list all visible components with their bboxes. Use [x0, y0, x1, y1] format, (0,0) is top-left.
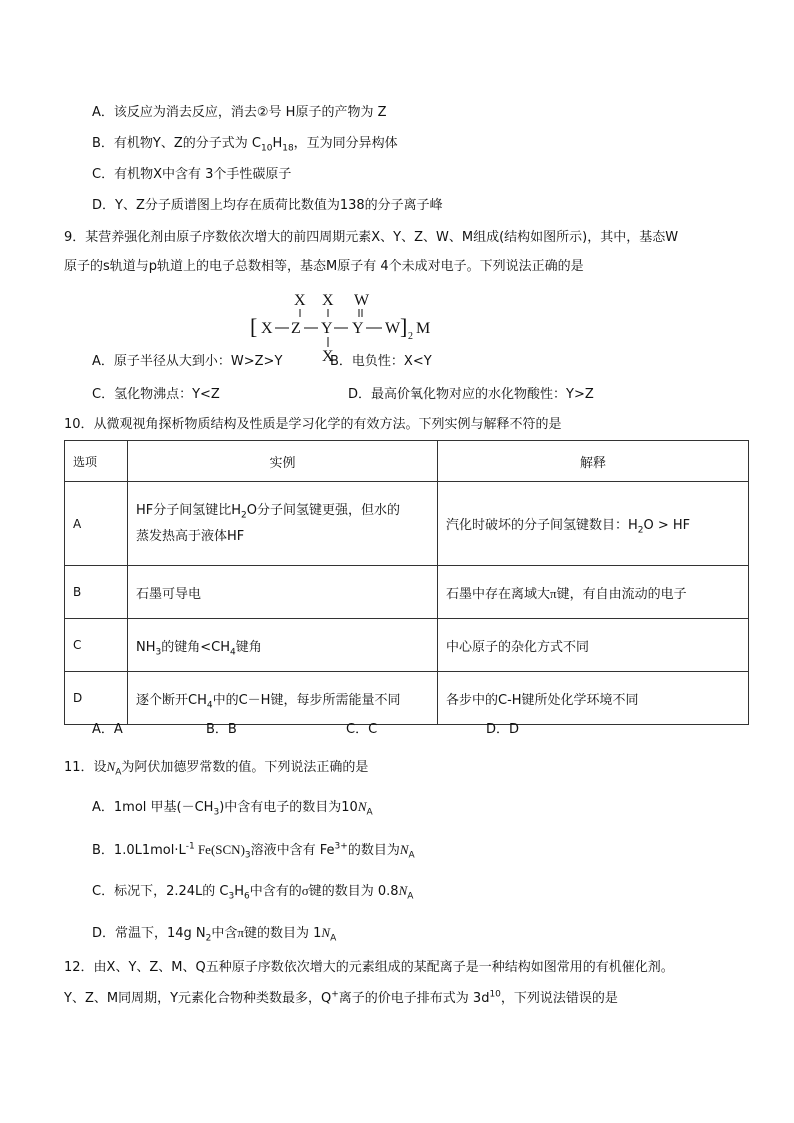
row-explanation: 各步中的C-H键所处化学环境不同	[438, 672, 749, 725]
struct-m: M	[416, 320, 431, 337]
struct-top-x2: X	[322, 292, 334, 309]
row-example: 石墨可导电	[128, 566, 438, 619]
struct-bottom-x: X	[322, 348, 334, 365]
header-option: 选项	[65, 441, 128, 482]
row-explanation: 汽化时破坏的分子间氢键数目：$H_2O$ > HF	[438, 482, 749, 566]
q8-option-c: C．有机物X中含有 3个手性碳原子	[92, 167, 292, 182]
header-example: 实例	[128, 441, 438, 482]
q10-table	[64, 440, 749, 725]
q9-option-a: A．原子半径从大到小：W>Z>Y	[92, 354, 283, 369]
row-example: $NH_3$的键角$<CH_4$键角	[128, 619, 438, 672]
row-example: HF分子间氢键比$H_2O$分子间氢键更强，但水的 蒸发热高于液体HF	[128, 482, 438, 566]
row-key: B	[65, 566, 128, 619]
struct-bracket-open: [	[250, 314, 258, 339]
table-row	[65, 672, 749, 725]
struct-top-w: W	[354, 292, 370, 309]
q12-stem-line1: 12．由X、Y、Z、M、Q五种原子序数依次增大的元素组成的某配离子是一种结构如图常用的有机催化剂。	[64, 960, 674, 975]
q8-option-d: D．Y、Z分子质谱图上均存在质荷比数值为138的分子离子峰	[92, 198, 443, 213]
row-explanation: 石墨中存在离域大π键，有自由流动的电子	[438, 566, 749, 619]
struct-subscript: 2	[408, 331, 413, 342]
q11-option-b: B．$1.0L1mol\cdot L^{-1}$ $Fe(SCN)_3$溶液中含有 $Fe^{3+}$的数目为$N_A$	[92, 841, 415, 861]
q11-option-d: D．常温下，14g $N_2$中含π键的数目为 $1N_A$	[92, 925, 337, 944]
q12-stem-line2: Y、Z、M同周期，Y元素化合物种类数最多，Q+离子的价电子排布式为 $3d^{10}$，下列说法错误的是	[64, 989, 618, 1006]
q9-stem-line2: 原子的s轨道与p轨道上的电子总数相等，基态M原子有 4个未成对电子。下列说法正确的是	[64, 259, 584, 274]
table-row	[65, 482, 749, 566]
struct-w: W	[385, 320, 401, 337]
table-header-row	[65, 441, 749, 482]
q10-stem: 10．从微观视角探析物质结构及性质是学习化学的有效方法。下列实例与解释不符的是	[64, 417, 562, 432]
row-key: A	[65, 482, 128, 566]
q9-option-c: C．氢化物沸点：Y<Z	[92, 387, 220, 402]
q10-answer-d: D．D	[486, 722, 520, 737]
struct-bracket-close: ]	[400, 314, 408, 339]
table-row	[65, 619, 749, 672]
q10-answer-b: B．B	[206, 722, 237, 737]
q9-stem-line1: 9．某营养强化剂由原子序数依次增大的前四周期元素X、Y、Z、W、M组成(结构如图所示)，其中，基态W	[64, 230, 679, 245]
q10-answer-c: C．C	[346, 722, 378, 737]
struct-y2: Y	[352, 320, 364, 337]
q11-option-c: C．标况下，2.24L的 $C_3H_6$中含有的σ键的数目为 $0.8N_A$	[92, 883, 414, 902]
row-key: D	[65, 672, 128, 725]
q8-option-b: B．有机物Y、Z的分子式为 $C_{10}H_{18}$，互为同分异构体	[92, 136, 398, 154]
struct-top-x1: X	[294, 292, 306, 309]
row-explanation: 中心原子的杂化方式不同	[438, 619, 749, 672]
q8-option-a: A．该反应为消去反应，消去②号 H原子的产物为 Z	[92, 105, 387, 120]
row-key: C	[65, 619, 128, 672]
q9-option-d: D．最高价氧化物对应的水化物酸性：Y>Z	[348, 387, 594, 402]
table-row	[65, 566, 749, 619]
header-explanation: 解释	[438, 441, 749, 482]
struct-z: Z	[291, 320, 301, 337]
q11-option-a: A．1mol 甲基$(-CH_3)$中含有电子的数目为$10N_A$	[92, 799, 373, 818]
q9-option-b: B．电负性：X<Y	[330, 354, 432, 369]
struct-x: X	[261, 320, 273, 337]
struct-y1: Y	[321, 320, 333, 337]
q11-stem: 11．设$N_A$为阿伏加德罗常数的值。下列说法正确的是	[64, 759, 369, 778]
q10-answer-a: A．A	[92, 722, 123, 737]
row-example: 逐个断开$CH_4$中的C－H键，每步所需能量不同	[128, 672, 438, 725]
